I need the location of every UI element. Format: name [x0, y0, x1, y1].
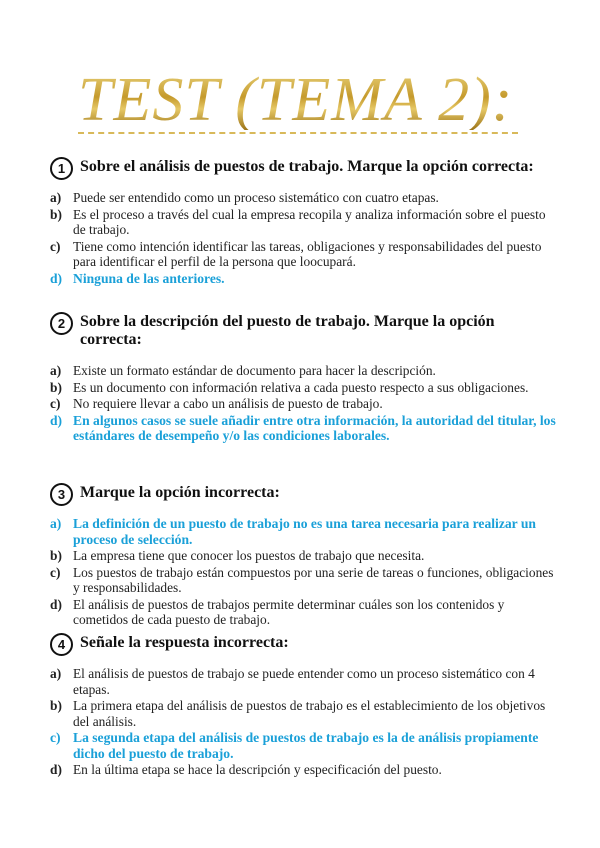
option-d — [50, 762, 560, 778]
option-text: Los puestos de trabajo están compuestos por una serie de tareas o funciones, obligaciones y responsabilidades. — [73, 564, 554, 595]
option-letter: a) — [50, 666, 62, 681]
option-text: Ninguna de las anteriores. — [73, 270, 225, 286]
option-letter: c) — [50, 396, 61, 411]
option-letter: a) — [50, 190, 62, 205]
question-1 — [50, 158, 560, 287]
question-number-circle: 2 — [50, 312, 73, 335]
question-4 — [50, 634, 560, 779]
option-c — [50, 239, 560, 270]
title-block — [78, 66, 523, 134]
option-text: Puede ser entendido como un proceso sistemático con cuatro etapas. — [73, 190, 439, 205]
option-text: El análisis de puestos de trabajos permite determinar cuáles son los contenidos y cometidos de cada puesto de trabajo. — [73, 596, 505, 627]
option-d — [50, 597, 560, 628]
option-letter: a) — [50, 516, 62, 531]
option-text: La definición de un puesto de trabajo no es una tarea necesaria para realizar un proceso de selección. — [73, 516, 536, 547]
option-letter: b) — [50, 548, 62, 563]
option-text: En algunos casos se suele añadir entre otra información, la autoridad del titular, los estándares de desempeño y/o las condiciones laborales. — [73, 412, 556, 443]
options-list — [50, 363, 560, 444]
option-letter: d) — [50, 762, 62, 777]
question-number-circle: 1 — [50, 157, 73, 180]
options-list — [50, 190, 560, 286]
option-b — [50, 380, 560, 396]
question-heading — [50, 484, 560, 502]
option-text: El análisis de puestos de trabajo se puede entender como un proceso sistemático con 4 etapas. — [73, 666, 535, 697]
option-a — [50, 666, 560, 697]
option-letter: c) — [50, 238, 61, 254]
option-text: La empresa tiene que conocer los puestos de trabajo que necesita. — [73, 548, 425, 563]
option-letter: c) — [50, 564, 61, 580]
option-text: Es el proceso a través del cual la empresa recopila y analiza información sobre el puesto de trabajo. — [73, 206, 546, 237]
option-letter: b) — [50, 206, 62, 222]
option-text: En la última etapa se hace la descripción y especificación del puesto. — [73, 762, 442, 777]
question-text: Sobre la descripción del puesto de trabajo. Marque la opción correcta: — [80, 313, 495, 348]
option-text: La primera etapa del análisis de puestos de trabajo es el establecimiento de los objetivos del análisis. — [73, 698, 546, 729]
option-a-correct — [50, 516, 560, 547]
option-text: No requiere llevar a cabo un análisis de puesto de trabajo. — [73, 396, 383, 411]
option-c-correct — [50, 730, 560, 761]
options-list — [50, 666, 560, 778]
question-3 — [50, 484, 560, 629]
option-d-correct — [50, 271, 560, 287]
question-number-circle: 4 — [50, 633, 73, 656]
option-c — [50, 565, 560, 596]
option-b — [50, 207, 560, 238]
option-letter: d) — [50, 596, 62, 612]
question-2 — [50, 313, 560, 445]
question-text: Señale la respuesta incorrecta: — [80, 634, 289, 651]
option-letter: d) — [50, 412, 63, 428]
question-number-circle: 3 — [50, 483, 73, 506]
option-a — [50, 363, 560, 379]
question-heading — [50, 158, 560, 176]
option-b — [50, 548, 560, 564]
option-letter: b) — [50, 379, 62, 395]
option-c — [50, 396, 560, 412]
question-heading — [50, 634, 560, 652]
option-b — [50, 698, 560, 729]
question-text: Marque la opción incorrecta: — [80, 484, 280, 501]
option-text: Es un documento con información relativa a cada puesto respecto a sus obligaciones. — [73, 379, 529, 395]
option-a — [50, 190, 560, 206]
option-text: La segunda etapa del análisis de puestos de trabajo es la de análisis propiamente dicho del puesto de trabajo. — [73, 730, 539, 761]
question-text: Sobre el análisis de puestos de trabajo. Marque la opción correcta: — [80, 158, 534, 175]
option-d-correct — [50, 413, 560, 444]
option-text: Tiene como intención identificar las tareas, obligaciones y responsabilidades del puesto para identificar el perfil de la persona que loocupará. — [73, 238, 542, 269]
option-letter: b) — [50, 698, 62, 713]
page-title: TEST (TEMA 2): — [78, 70, 523, 130]
option-letter: d) — [50, 270, 63, 286]
options-list — [50, 516, 560, 628]
option-letter: c) — [50, 730, 61, 745]
option-text: Existe un formato estándar de documento para hacer la descripción. — [73, 363, 436, 378]
question-heading — [50, 313, 560, 349]
option-letter: a) — [50, 363, 62, 378]
